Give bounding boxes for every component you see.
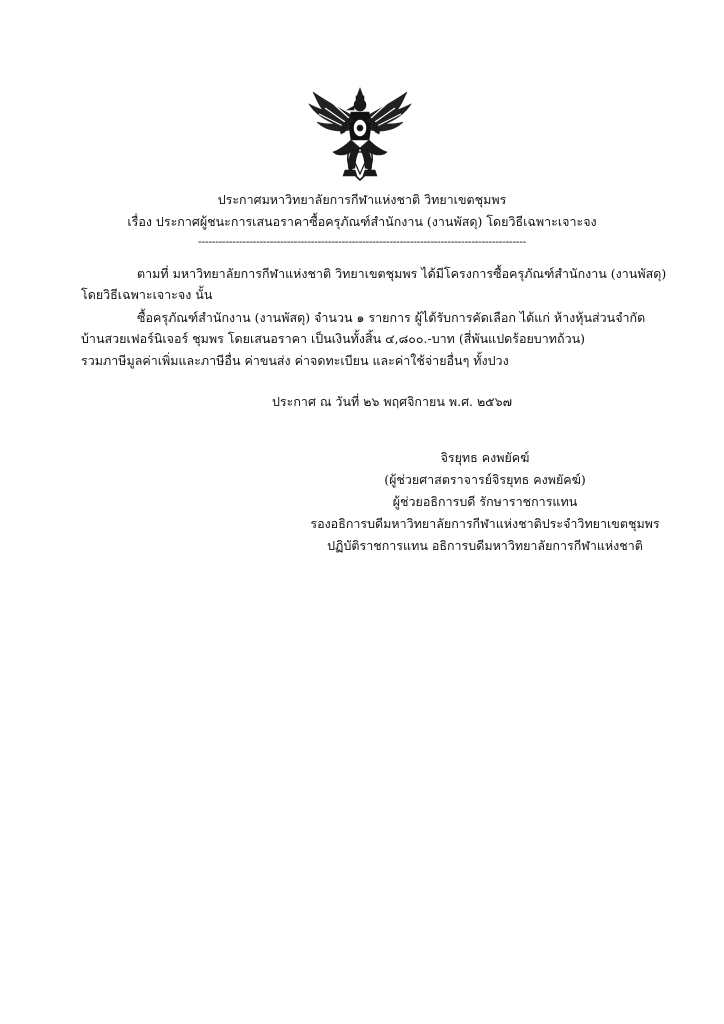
paragraph-2-line-3: รวมภาษีมูลค่าเพิ่มและภาษีอื่น ค่าขนส่ง ค่าจดทะเบียน และค่าใช้จ่ายอื่นๆ ทั้งปวง — [81, 353, 509, 368]
announcement-date: ประกาศ ณ วันที่ ๒๖ พฤศจิกายน พ.ศ. ๒๕๖๗ — [272, 394, 512, 409]
signatory-name: จิรยุทธ คงพยัคฆ์ — [440, 450, 530, 465]
divider-line: ------------------------------------------------------------------------------------------------ — [197, 235, 526, 248]
garuda-emblem-icon — [305, 86, 415, 182]
signatory-full-name: (ผู้ช่วยศาสตราจารย์จิรยุทธ คงพยัคฆ์) — [384, 472, 586, 487]
signatory-position-3: ปฏิบัติราชการแทน อธิการบดีมหาวิทยาลัยการกีฬาแห่งชาติ — [327, 538, 643, 553]
paragraph-1-line-2: โดยวิธีเฉพาะเจาะจง นั้น — [81, 287, 213, 302]
signature-block — [300, 447, 670, 557]
paragraph-2-line-1: ซื้อครุภัณฑ์สำนักงาน (งานพัสดุ) จำนวน ๑ รายการ ผู้ได้รับการคัดเลือก ได้แก่ ห้างหุ้นส่วนจำกัด — [137, 310, 646, 325]
signatory-position-2: รองอธิการบดีมหาวิทยาลัยการกีฬาแห่งชาติประจำวิทยาเขตชุมพร — [310, 516, 660, 531]
announcement-subject: เรื่อง ประกาศผู้ชนะการเสนอราคาซื้อครุภัณฑ์สำนักงาน (งานพัสดุ) โดยวิธีเฉพาะเจาะจง — [127, 214, 597, 229]
signatory-position-1: ผู้ช่วยอธิการบดี รักษาราชการแทน — [392, 494, 578, 509]
paragraph-2-line-2: บ้านสวยเฟอร์นิเจอร์ ชุมพร โดยเสนอราคา เป็นเงินทั้งสิ้น ๔,๘๐๐.-บาท (สี่พันแปดร้อยบาทถ้วน) — [81, 331, 586, 346]
announcement-title: ประกาศมหาวิทยาลัยการกีฬาแห่งชาติ วิทยาเขตชุมพร — [217, 192, 507, 207]
paragraph-1-line-1: ตามที่ มหาวิทยาลัยการกีฬาแห่งชาติ วิทยาเขตชุมพร ได้มีโครงการซื้อครุภัณฑ์สำนักงาน (งานพัสดุ) — [137, 266, 667, 281]
